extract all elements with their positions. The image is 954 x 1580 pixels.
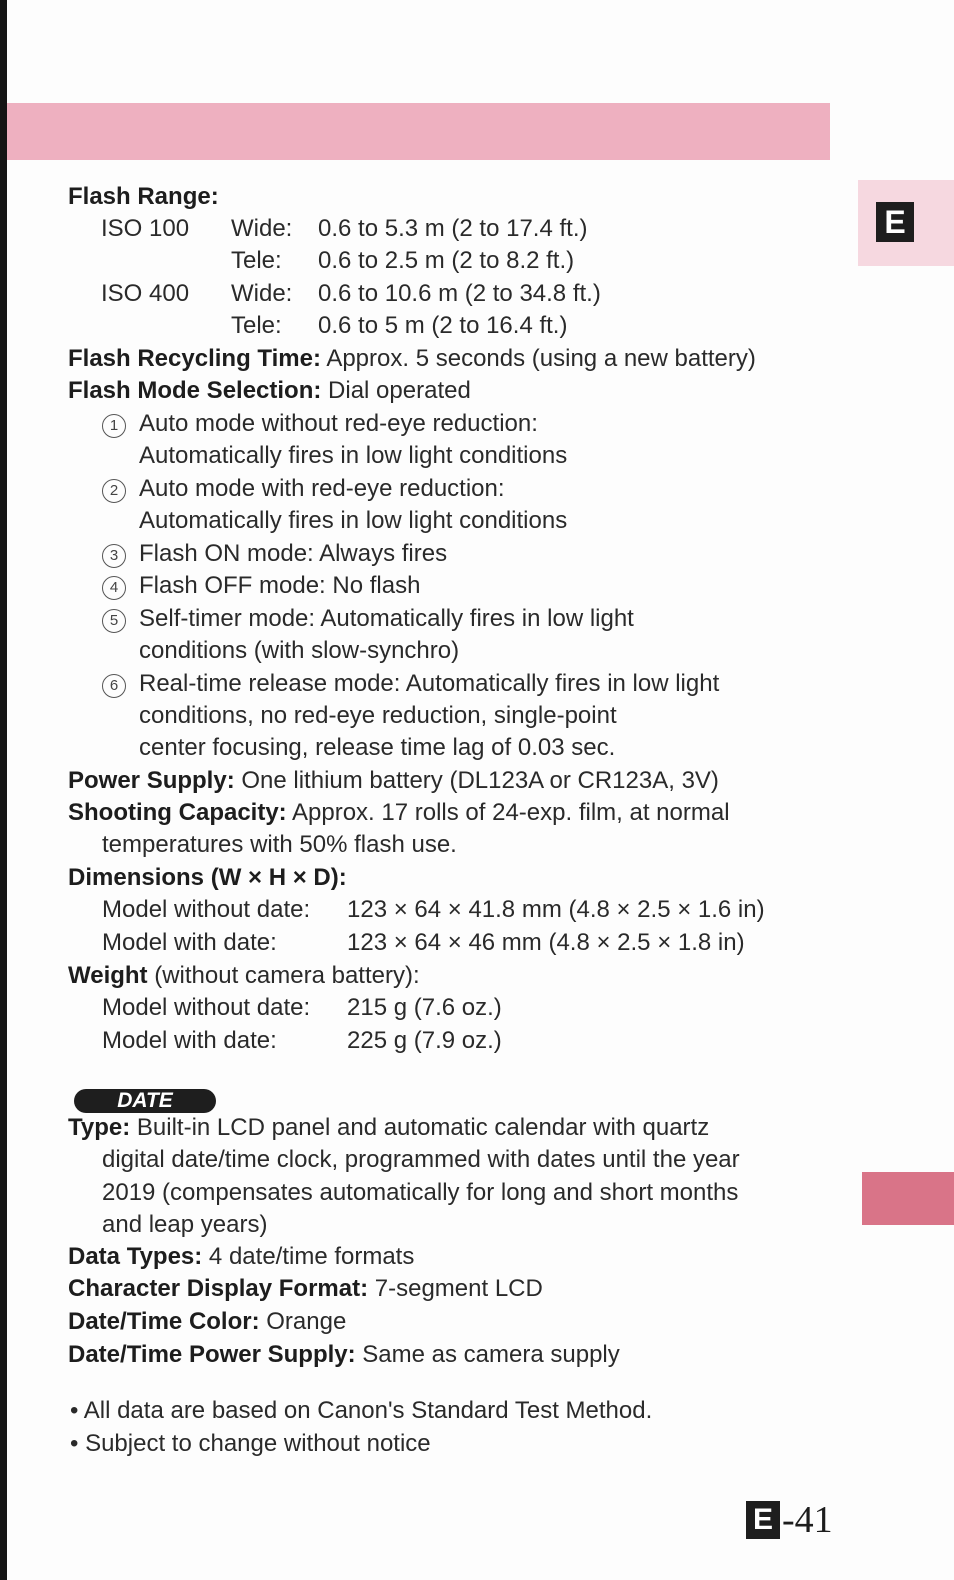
dimensions-label: Dimensions (W × H × D): bbox=[68, 864, 347, 891]
datetime-color-label: Date/Time Color: bbox=[68, 1308, 260, 1335]
mode-6-line-1: Real-time release mode: Automatically fires in low light bbox=[139, 670, 720, 697]
mode-6-line-3: center focusing, release time lag of 0.03 sec. bbox=[139, 734, 616, 761]
weight-without-label: Model without date: bbox=[102, 994, 311, 1021]
dimensions-without-value: 123 × 64 × 41.8 mm (4.8 × 2.5 × 1.6 in) bbox=[347, 896, 765, 923]
iso100-wide-label: Wide: bbox=[231, 215, 293, 242]
iso400-wide-label: Wide: bbox=[231, 280, 293, 307]
mode-5-line-1: Self-timer mode: Automatically fires in low light bbox=[139, 605, 634, 632]
datetime-color-value: Orange bbox=[259, 1308, 347, 1335]
mode-6-line-2: conditions, no red-eye reduction, single-point bbox=[139, 702, 617, 729]
mode-2-line-2: Automatically fires in low light conditions bbox=[139, 507, 568, 534]
section-header-band bbox=[7, 103, 830, 160]
iso400-tele-value: 0.6 to 5 m (2 to 16.4 ft.) bbox=[318, 312, 568, 339]
power-line bbox=[68, 766, 719, 796]
recycling-value: Approx. 5 seconds (using a new battery) bbox=[320, 345, 756, 372]
mode-number-3: 3 bbox=[102, 544, 126, 568]
data-types-line bbox=[68, 1242, 414, 1272]
shooting-line-2: temperatures with 50% flash use. bbox=[102, 831, 457, 858]
weight-with-label: Model with date: bbox=[102, 1027, 277, 1054]
power-value: One lithium battery (DL123A or CR123A, 3V) bbox=[234, 767, 719, 794]
datetime-color-line bbox=[68, 1307, 346, 1337]
mode-selection-line bbox=[68, 376, 471, 406]
type-line-3: 2019 (compensates automatically for long and short months bbox=[102, 1179, 739, 1206]
mode-2-line-1: Auto mode with red-eye reduction: bbox=[139, 475, 505, 502]
mode-1-line-1: Auto mode without red-eye reduction: bbox=[139, 410, 538, 437]
mode-1-line-2: Automatically fires in low light conditions bbox=[139, 442, 568, 469]
flash-range-label: Flash Range: bbox=[68, 183, 219, 210]
dimensions-with-value: 123 × 64 × 46 mm (4.8 × 2.5 × 1.8 in) bbox=[347, 929, 745, 956]
type-line-1 bbox=[68, 1113, 709, 1143]
mode-selection-label: Flash Mode Selection: bbox=[68, 377, 322, 404]
weight-label: Weight bbox=[68, 962, 148, 989]
mode-selection-value: Dial operated bbox=[321, 377, 471, 404]
type-line-4: and leap years) bbox=[102, 1211, 268, 1238]
type-label: Type: bbox=[68, 1114, 131, 1141]
shooting-label: Shooting Capacity: bbox=[68, 799, 287, 826]
page-number bbox=[746, 1500, 833, 1544]
weight-line bbox=[68, 961, 420, 991]
mode-3-line-1: Flash ON mode: Always fires bbox=[139, 540, 448, 567]
datetime-power-line bbox=[68, 1340, 620, 1370]
char-format-line bbox=[68, 1274, 543, 1304]
language-tab-letter: E bbox=[876, 202, 914, 242]
recycling-line bbox=[68, 344, 756, 374]
recycling-label: Flash Recycling Time: bbox=[68, 345, 321, 372]
weight-without-value: 215 g (7.6 oz.) bbox=[347, 994, 502, 1021]
page-number-value: -41 bbox=[782, 1499, 833, 1541]
iso100-label: ISO 100 bbox=[101, 215, 190, 242]
mode-number-1: 1 bbox=[102, 414, 126, 438]
data-types-label: Data Types: bbox=[68, 1243, 203, 1270]
mode-number-2: 2 bbox=[102, 479, 126, 503]
weight-note: (without camera battery): bbox=[147, 962, 420, 989]
mode-number-6: 6 bbox=[102, 674, 126, 698]
iso100-wide-value: 0.6 to 5.3 m (2 to 17.4 ft.) bbox=[318, 215, 588, 242]
char-format-value: 7-segment LCD bbox=[368, 1275, 543, 1302]
datetime-power-label: Date/Time Power Supply: bbox=[68, 1341, 356, 1368]
dimensions-without-label: Model without date: bbox=[102, 896, 311, 923]
iso100-tele-value: 0.6 to 2.5 m (2 to 8.2 ft.) bbox=[318, 247, 575, 274]
note-2: • Subject to change without notice bbox=[70, 1430, 431, 1457]
mode-number-4: 4 bbox=[102, 576, 126, 600]
shooting-line-1 bbox=[68, 798, 730, 828]
weight-with-value: 225 g (7.9 oz.) bbox=[347, 1027, 502, 1054]
type-line-2: digital date/time clock, programmed with dates until the year bbox=[102, 1146, 740, 1173]
mode-5-line-2: conditions (with slow-synchro) bbox=[139, 637, 460, 664]
iso400-tele-label: Tele: bbox=[231, 312, 282, 339]
note-1: • All data are based on Canon's Standard Test Method. bbox=[70, 1397, 653, 1424]
page-edge bbox=[0, 0, 7, 1580]
dimensions-with-label: Model with date: bbox=[102, 929, 277, 956]
chapter-side-tab bbox=[862, 1172, 954, 1225]
page-number-letter: E bbox=[746, 1501, 780, 1539]
date-section-badge: DATE bbox=[74, 1089, 216, 1113]
datetime-power-value: Same as camera supply bbox=[355, 1341, 620, 1368]
char-format-label: Character Display Format: bbox=[68, 1275, 369, 1302]
mode-number-5: 5 bbox=[102, 609, 126, 633]
shooting-value: Approx. 17 rolls of 24-exp. film, at normal bbox=[286, 799, 730, 826]
iso100-tele-label: Tele: bbox=[231, 247, 282, 274]
type-value: Built-in LCD panel and automatic calendar with quartz bbox=[130, 1114, 710, 1141]
mode-4-line-1: Flash OFF mode: No flash bbox=[139, 572, 421, 599]
iso400-label: ISO 400 bbox=[101, 280, 190, 307]
iso400-wide-value: 0.6 to 10.6 m (2 to 34.8 ft.) bbox=[318, 280, 601, 307]
power-label: Power Supply: bbox=[68, 767, 235, 794]
data-types-value: 4 date/time formats bbox=[202, 1243, 415, 1270]
